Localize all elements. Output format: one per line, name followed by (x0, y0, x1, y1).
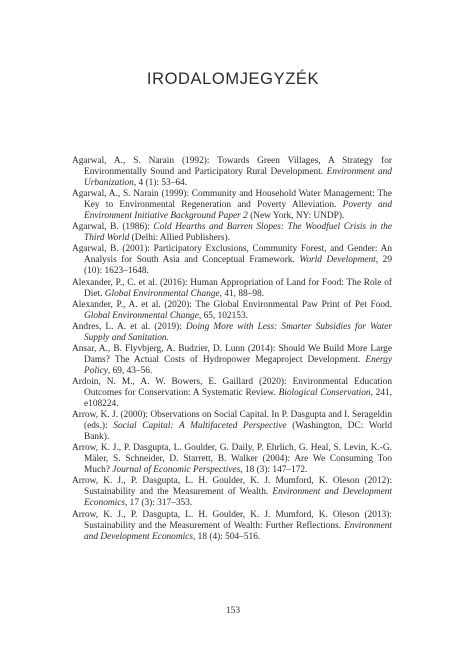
reference-text: , 241, e108224. (84, 387, 392, 410)
reference-entry (72, 322, 392, 344)
reference-source-title: Doing More with Less: Smarter Subsidies for Water Supply and Sanitation (84, 321, 393, 343)
reference-entry (72, 377, 392, 410)
reference-text: Agarwal, A., S. Narain (1992): Towards Green Villages, A Strategy for Environmentally Sound and Participatory Rural Development. (72, 156, 392, 178)
reference-source-title: Cold Hearths and Barren Slopes: The Woodfuel Crisis in the Third World (84, 222, 393, 244)
reference-entry (72, 410, 392, 443)
reference-source-title: Biological Conservation (278, 387, 371, 398)
reference-text: (Washington, DC: World Bank). (84, 421, 392, 443)
reference-entry (72, 189, 392, 222)
reference-text: , 65, 102153. (198, 310, 248, 321)
reference-text: Arrow, K. J., P. Dasgupta, L. Goulder, G. Daily, P. Ehrlich, G. Heal, S. Levin, K.-G. Mäler, S. Schneider, D. Starrett, B. Walker (2004): Are We Consuming Too Much? (72, 443, 392, 476)
reference-source-title: Global Environmental Change (104, 288, 220, 299)
reference-source-title: Energy Policy (84, 354, 392, 376)
reference-text: Alexander, P., C. et al. (2016): Human Appropriation of Land for Food: The Role of Diet. (72, 277, 392, 299)
reference-entry (72, 344, 392, 377)
reference-list (72, 156, 392, 543)
reference-text: Andres, L. A. et al. (2019): (72, 321, 186, 332)
reference-source-title: Global Environmental Change (84, 310, 199, 321)
reference-text: , 4 (1): 53–64. (133, 178, 188, 189)
reference-entry (72, 510, 392, 543)
reference-entry (72, 476, 392, 509)
reference-text: Agarwal, A., S. Narain (1999): Community and Household Water Management: The Key to Environmental Regeneration and Poverty Alleviation. (72, 189, 392, 211)
reference-text: , 18 (4): 504–516. (192, 531, 261, 542)
page-number: 153 (225, 606, 241, 616)
reference-source-title: World Development (299, 255, 376, 266)
page-title: IRODALOMJEGYZÉK (146, 70, 320, 88)
reference-entry (72, 278, 392, 300)
reference-text: Arrow, K. J., P. Dasgupta, L. H. Goulder, K. J. Mumford, K. Oleson (2012): Sustainability and the Measurement of Wealth. (72, 476, 392, 498)
reference-text: (Delhi: Allied Publishers). (129, 233, 230, 244)
reference-source-title: Environment and Development Economics (84, 487, 392, 509)
reference-entry (72, 244, 392, 277)
reference-text: . (166, 332, 169, 343)
reference-entry (72, 443, 392, 476)
reference-text: , 17 (3): 317–353. (125, 498, 193, 509)
reference-text: , 29 (10): 1623–1648. (84, 255, 392, 277)
reference-text: Arrow, K. J., P. Dasgupta, L. H. Goulder, K. J. Mumford, K. Oleson (2013): Sustainability and the Measurement of Wealth: Further Reflections. (72, 509, 392, 531)
reference-source-title: Environment and Urbanization (84, 167, 392, 189)
reference-text: (New York, NY: UNDP). (247, 211, 345, 222)
reference-text: Ansar, A., B. Flyvbjerg, A. Budzier, D. Lunn (2014): Should We Build More Large Dams? The Actual Costs of Hydropower Megaproject Development. (72, 343, 392, 365)
reference-source-title: Poverty and Environment Initiative Background Paper 2 (84, 200, 393, 222)
reference-entry (72, 156, 392, 189)
reference-entry (72, 222, 392, 244)
reference-text: , 69, 43–56. (107, 365, 153, 376)
reference-text: Agarwal, B. (1986): (72, 222, 154, 233)
reference-source-title: Journal of Economic Perspectives (112, 465, 241, 476)
reference-text: Alexander, P., A. et al. (2020): The Global Environmental Paw Print of Pet Food. (72, 299, 392, 310)
reference-source-title: Social Capital: A Multifaceted Perspective (113, 421, 287, 432)
reference-text: Ardoin, N. M., A. W. Bowers, E. Gaillard (2020): Environmental Education Outcomes for Conservation: A Systematic Review. (72, 376, 392, 398)
reference-text: Arrow, K. J. (2000): Observations on Social Capital. In P. Dasgupta and I. Serageldin (eds.): (72, 410, 392, 432)
reference-text: , 41, 88–98. (219, 288, 265, 299)
reference-text: Agarwal, B. (2001): Participatory Exclusions, Community Forest, and Gender: An Analysis for South Asia and Conceptual Framework. (72, 244, 392, 266)
reference-text: , 18 (3): 147–172. (240, 465, 308, 476)
reference-entry (72, 300, 392, 322)
reference-source-title: Environment and Development Economics (84, 520, 392, 542)
